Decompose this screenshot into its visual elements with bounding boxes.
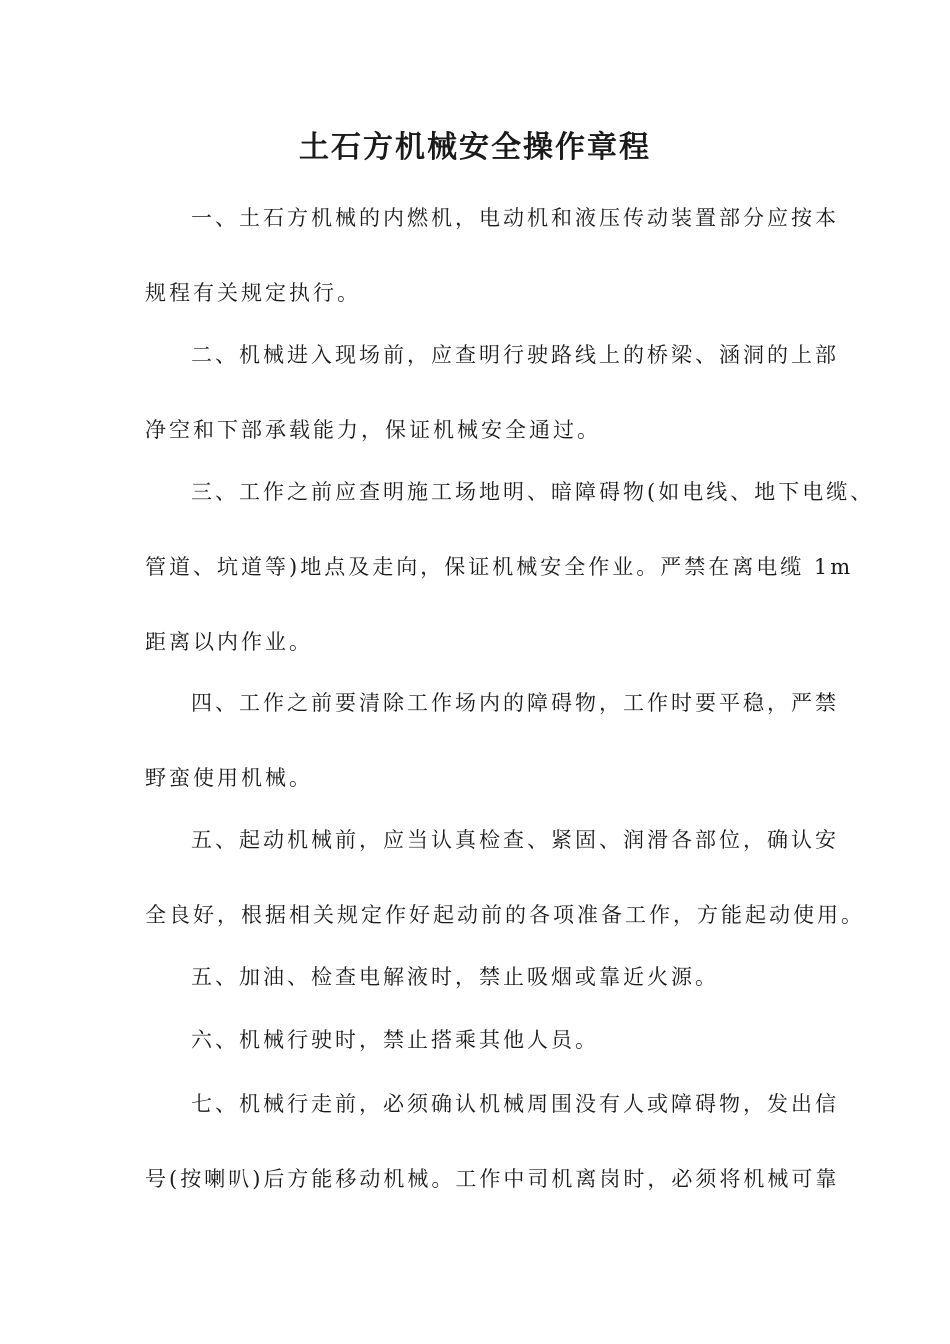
paragraph-line: 野蛮使用机械。	[145, 766, 313, 790]
paragraph-line: 全良好，根据相关规定作好起动前的各项准备工作，方能起动使用。	[145, 903, 865, 927]
paragraph-line: 一、土石方机械的内燃机，电动机和液压传动装置部分应按本	[191, 206, 839, 230]
paragraph-line: 距离以内作业。	[145, 630, 313, 654]
paragraph-line: 五、加油、检查电解液时，禁止吸烟或靠近火源。	[191, 965, 719, 989]
paragraph-line: 二、机械进入现场前，应查明行驶路线上的桥梁、涵洞的上部	[191, 343, 839, 367]
paragraph-line: 六、机械行驶时，禁止搭乘其他人员。	[191, 1028, 599, 1052]
paragraph-line: 净空和下部承载能力，保证机械安全通过。	[145, 418, 601, 442]
paragraph-line: 七、机械行走前，必须确认机械周围没有人或障碍物，发出信	[191, 1092, 839, 1116]
paragraph-line: 五、起动机械前，应当认真检查、紧固、润滑各部位，确认安	[191, 828, 839, 852]
paragraph-line: 号(按喇叭)后方能移动机械。工作中司机离岗时，必须将机械可靠	[145, 1167, 840, 1191]
paragraph-line: 三、工作之前应查明施工场地明、暗障碍物(如电线、地下电缆、	[191, 480, 875, 504]
paragraph-line: 规程有关规定执行。	[145, 281, 361, 305]
paragraph-line: 管道、坑道等)地点及走向，保证机械安全作业。严禁在离电缆 1m	[145, 555, 854, 579]
page-title: 土石方机械安全操作章程	[299, 130, 651, 165]
paragraph-line: 四、工作之前要清除工作场内的障碍物，工作时要平稳，严禁	[191, 691, 839, 715]
